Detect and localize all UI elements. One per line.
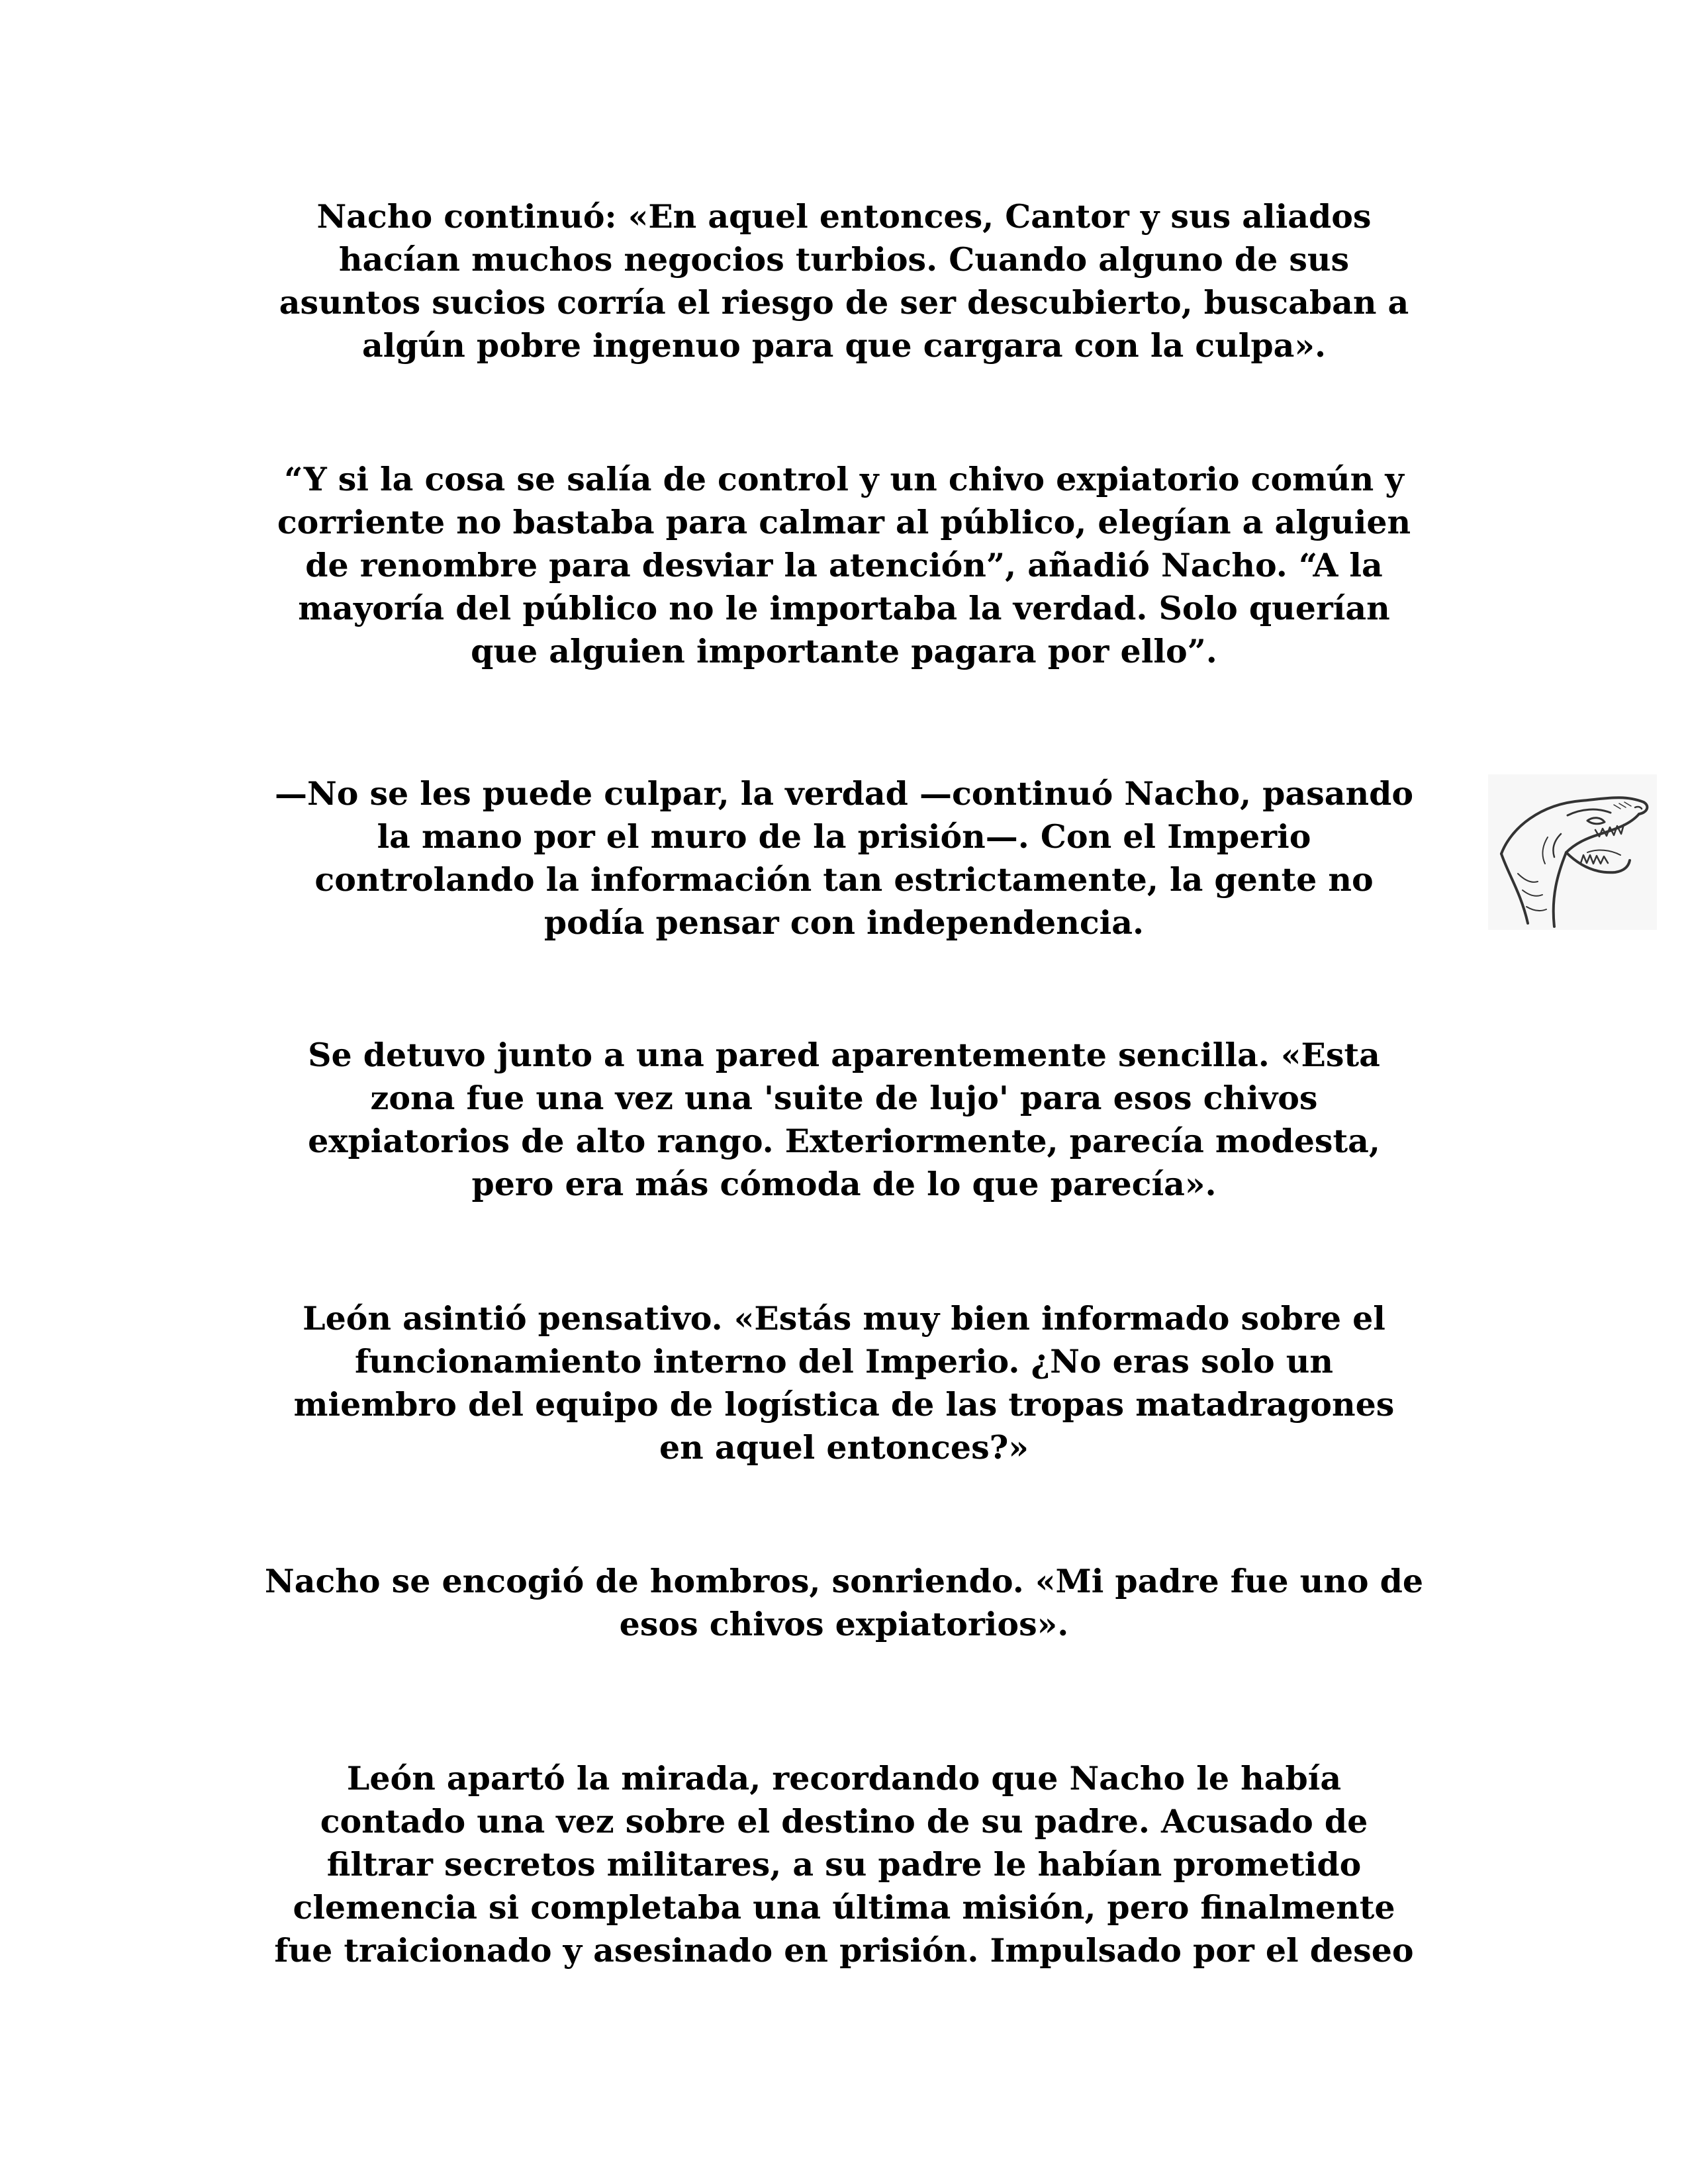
paragraph-5: León asintió pensativo. «Estás muy bien informado sobre el funcionamiento interno del Imperio. ¿No eras solo un miembro del equipo de logística de las tropas matadragones en aquel entonces?»	[293, 1299, 1395, 1467]
paragraph-6: Nacho se encogió de hombros, sonriendo. «Mi padre fue uno de esos chivos expiatorios».	[264, 1562, 1424, 1643]
paragraph-7: León apartó la mirada, recordando que Nacho le había contado una vez sobre el destino de su padre. Acusado de filtrar secretos militares, a su padre le habían prometido clemencia si completaba una última misión, pero finalmente fue traicionado y asesinado en prisión. Impulsado por el deseo	[274, 1759, 1414, 1970]
paragraph-4: Se detuvo junto a una pared aparentemente sencilla. «Esta zona fue una vez una 'suite de lujo' para esos chivos expiatorios de alto rango. Exteriormente, parecía modesta, pero era más cómoda de lo que parecía».	[308, 1036, 1380, 1203]
dinosaur-head-sketch-icon	[1488, 774, 1657, 930]
paragraph-3: —No se les puede culpar, la verdad —continuó Nacho, pasando la mano por el muro de la prisión—. Con el Imperio controlando la información tan estrictamente, la gente no podía pensar con independencia.	[274, 774, 1414, 942]
paragraph-1: Nacho continuó: «En aquel entonces, Cantor y sus aliados hacían muchos negocios turbios. Cuando alguno de sus asuntos sucios corría el riesgo de ser descubierto, buscaban a algún pobre ingenuo para que cargara con la culpa».	[279, 197, 1409, 365]
paragraph-2: “Y si la cosa se salía de control y un chivo expiatorio común y corriente no bastaba para calmar al público, elegían a alguien de renombre para desviar la atención”, añadió Nacho. “A la mayoría del público no le importaba la verdad. Solo querían que alguien importante pagara por ello”.	[277, 460, 1411, 670]
